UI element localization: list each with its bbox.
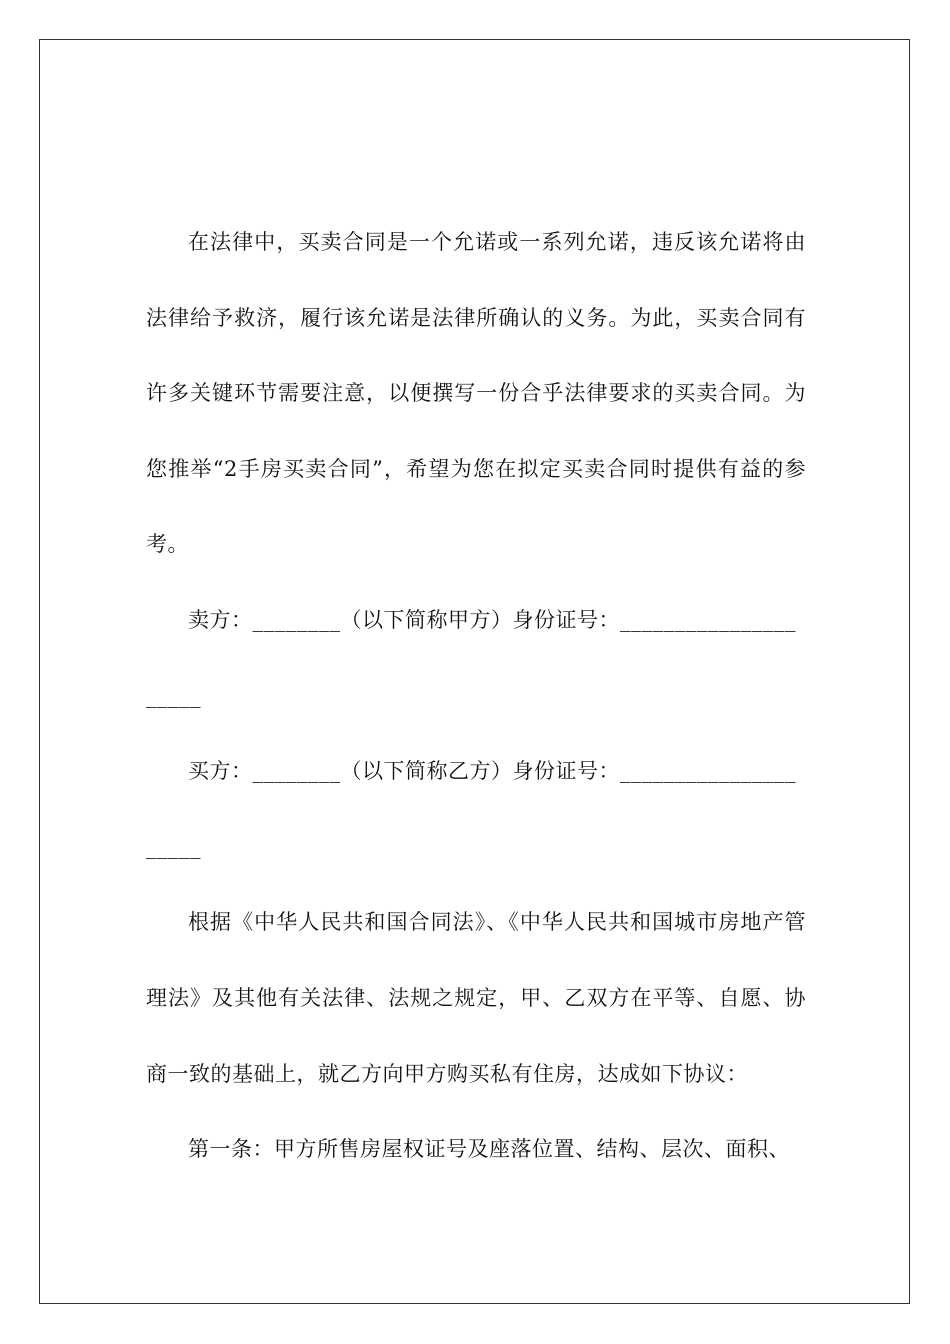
- document-body: [146, 205, 806, 1188]
- seller-line: [146, 583, 806, 734]
- intro-paragraph: 在法律中，买卖合同是一个允诺或一系列允诺，违反该允诺将由法律给予救济，履行该允诺是法律所确认的义务。为此，买卖合同有许多关键环节需要注意，以便撰写一份合乎法律要求的买卖合同。为您推举“2手房买卖合同”，希望为您在拟定买卖合同时提供有益的参考。: [146, 230, 806, 557]
- buyer-line: [146, 734, 806, 885]
- legal-basis-paragraph: 根据《中华人民共和国合同法》、《中华人民共和国城市房地产管理法》及其他有关法律、法规之规定，甲、乙双方在平等、自愿、协商一致的基础上，就乙方向甲方购买私有住房，达成如下协议：: [146, 910, 806, 1086]
- seller-line-text: 卖方：________（以下简称甲方）身份证号：________________: [188, 607, 796, 632]
- article-one-paragraph: 第一条：甲方所售房屋权证号及座落位置、结构、层次、面积、: [188, 1137, 790, 1162]
- buyer-line-text: 买方：________（以下简称乙方）身份证号：________________: [188, 759, 796, 784]
- buyer-line-tail: _____: [146, 834, 201, 859]
- seller-line-tail: _____: [146, 683, 201, 708]
